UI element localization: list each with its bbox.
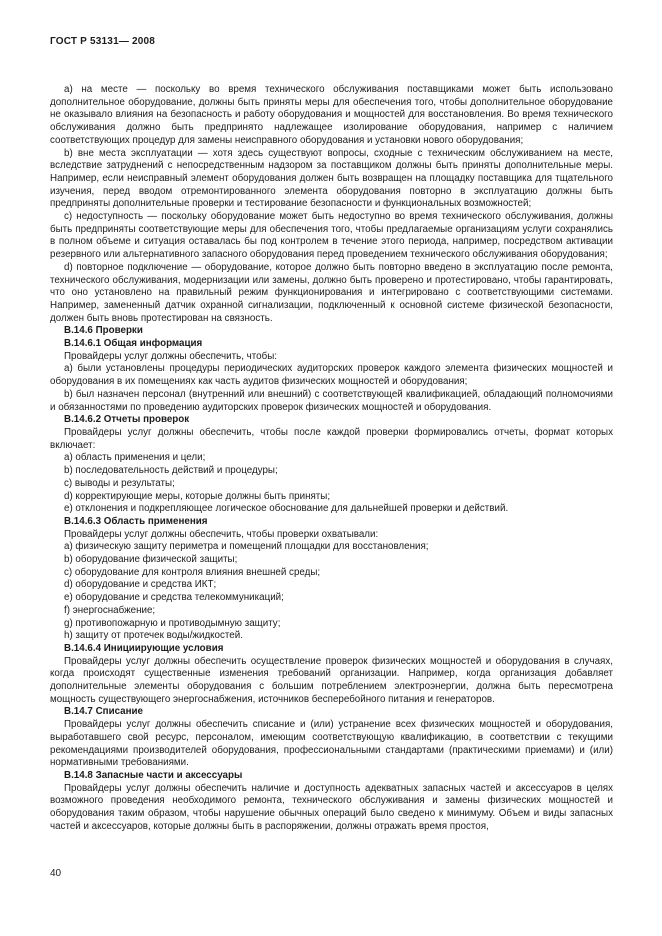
paragraph: Провайдеры услуг должны обеспечить, чтобы проверки охватывали: [64,528,379,540]
paragraph: Провайдеры услуг должны обеспечить, чтобы: [64,350,277,362]
paragraph: а) были установлены процедуры периодических аудиторских проверок каждого элемента физических мощностей и оборудования в их помещениях как часть аудитов физических мощностей и оборудования; [50,363,613,388]
section-heading: В.14.6 Проверки [64,325,143,337]
paragraph: b) вне места эксплуатации — хотя здесь существуют вопросы, сходные с техническим обслуживанием на месте, вследствие затруднений с непосредственным надзором за поставщиком должны быть приняты дополнительные меры. Например, если неисправный элемент оборудования должен быть возвращен на площадку поставщика для тщательного изучения, перед вводом отремонтированного элемента оборудования повторно в эксплуатацию должны быть предприняты дополнительные проверки и тестирование безопасности и функциональных возможностей; [50,147,613,210]
paragraph: с) выводы и результаты; [64,477,175,489]
paragraph: f) энергоснабжение; [64,604,156,616]
paragraph: d) корректирующие меры, которые должны быть приняты; [64,490,331,502]
document-standard-number: ГОСТ Р 53131— 2008 [50,36,156,47]
paragraph: g) противопожарную и противодымную защиту; [64,617,281,629]
paragraph: а) область применения и цели; [64,452,206,464]
paragraph: h) защиту от протечек воды/жидкостей. [64,630,243,642]
paragraph: b) был назначен персонал (внутренний или внешний) с соответствующей квалификацией, обладающий полномочиями и обязанностями по проведению аудиторских проверок физических мощностей и оборудования. [50,388,613,413]
paragraph: b) последовательность действий и процедуры; [64,465,278,477]
section-heading: В.14.7 Списание [64,706,144,718]
paragraph: d) повторное подключение — оборудование, которое должно быть повторно введено в эксплуатацию после ремонта, технического обслуживания, модернизации или замены, должно быть проверено и протестировано, чтобы гарантировать, что оно установлено на правильный режим функционирования и интегрировано с соответствующими системами. Например, замененный датчик охранной сигнализации, подключенный к основной системе физической безопасности, должен быть вновь протестирован на связность. [50,261,613,324]
paragraph: е) отклонения и подкрепляющее логическое обоснование для дальнейшей проверки и действий. [64,503,509,515]
section-heading: В.14.6.1 Общая информация [64,338,203,350]
paragraph: с) оборудование для контроля влияния внешней среды; [64,566,321,578]
section-heading: В.14.6.2 Отчеты проверок [64,414,190,426]
paragraph: Провайдеры услуг должны обеспечить наличие и доступность адекватных запасных частей и аксессуаров в целях возможного проведения необходимого ремонта, технического обслуживания и замены физических мощностей и оборудования таким образом, чтобы нарушение обычных операций было сведено к минимуму. Объем и виды запасных частей и аксессуаров, которые должны быть в распоряжении, должны отражать время простоя, [50,782,613,832]
paragraph: b) оборудование физической защиты; [64,554,238,566]
section-heading: В.14.8 Запасные части и аксессуары [64,769,243,781]
paragraph: а) физическую защиту периметра и помещений площадки для восстановления; [64,541,429,553]
section-heading: В.14.6.3 Область применения [64,515,208,527]
paragraph: d) оборудование и средства ИКТ; [64,579,217,591]
paragraph: а) на месте — поскольку во время технического обслуживания поставщиками может быть использовано дополнительное оборудование, должны быть приняты меры для обеспечения того, чтобы дополнительное оборудование не оказывало влияния на безопасность и работу оборудования и мощностей для восстановления. Во время технического обслуживания должно быть предпринято надлежащее изолирование оборудования, например с наличием соответствующих процедур для замены неисправного оборудования и установки нового оборудования; [50,84,613,146]
paragraph: Провайдеры услуг должны обеспечить осуществление проверок физических мощностей и оборудования в случаях, когда происходят существенные изменения требований организации. Например, когда организация добавляет дополнительные элементы оборудования с большим потреблением электроэнергии, должна быть пересмотрена мощность существующего энергоснабжения, источников бесперебойного питания и генераторов. [50,655,613,705]
section-heading: В.14.6.4 Инициирующие условия [64,642,224,654]
document-body [50,84,613,872]
paragraph: е) оборудование и средства телекоммуникаций; [64,592,284,604]
page-number: 40 [50,868,62,879]
paragraph: с) недоступность — поскольку оборудование может быть недоступно во время технического обслуживания, должны быть предприняты соответствующие меры для обеспечения того, чтобы предлагаемые организациям услуги сохранялись в полном объеме и ситуация оставалась бы под контролем в течение этого периода, например, посредством активации резервного или альтернативного запасного оборудования перед проведением технического обслуживания оборудования; [50,211,613,261]
paragraph: Провайдеры услуг должны обеспечить списание и (или) устранение всех физических мощностей и оборудования, выработавшего свой ресурс, персоналом, имеющим соответствующую квалификацию, в соответствии с текущими рекомендациями производителей оборудования, профессиональными стандартами (практическими приемами) и (или) нормативными требованиями. [50,719,613,769]
paragraph: Провайдеры услуг должны обеспечить, чтобы после каждой проверки формировались отчеты, формат которых включает: [50,426,613,451]
